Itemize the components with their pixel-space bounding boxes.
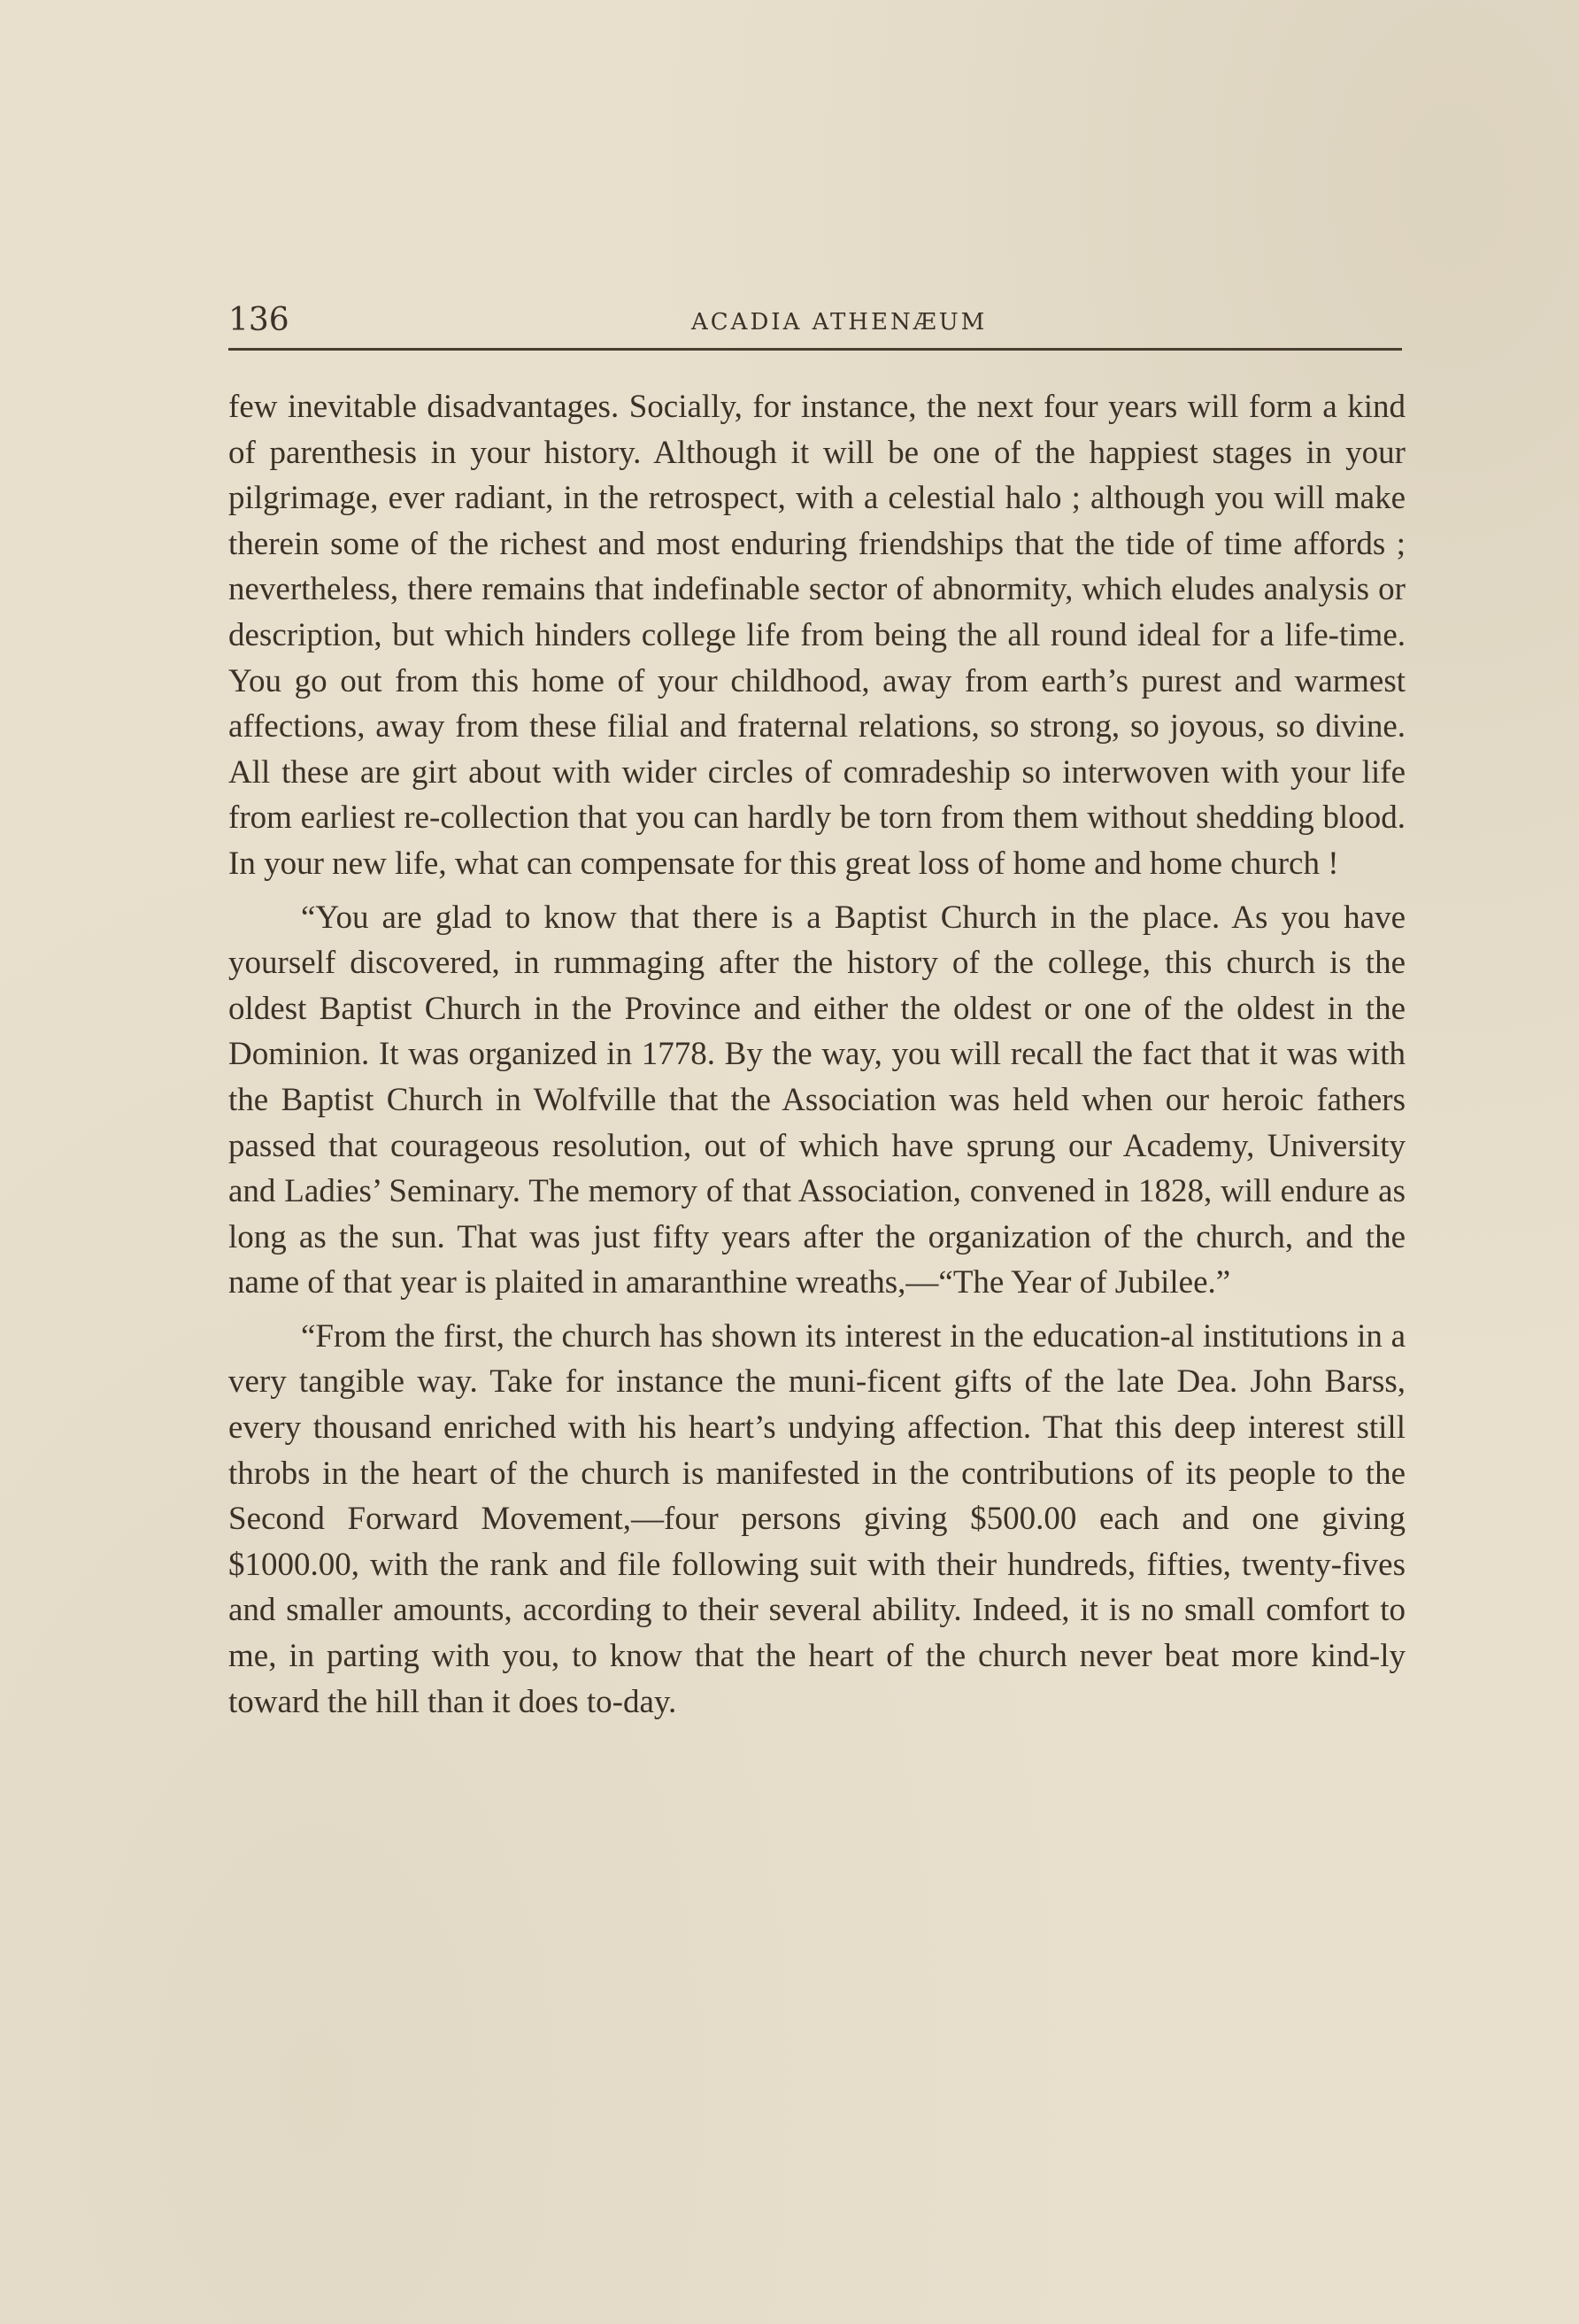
page-number: 136: [228, 302, 289, 338]
running-title: ACADIA ATHENÆUM: [691, 309, 988, 336]
header-rule: [228, 348, 1402, 351]
paragraph-3: “From the first, the church has shown its interest in the education-al institutions in a very tangible way. Take for instance the muni-ficent gifts of the late Dea. John Barss, every thousand enriched with his heart’s undying affection. That this deep interest still throbs in the heart of the church is manifested in the contributions of its people to the Second Forward Movement,—four persons giving $500.00 each and one giving $1000.00, with the rank and file following suit with their hundreds, fifties, twenty-fives and smaller amounts, according to their several ability. Indeed, it is no small comfort to me, in parting with you, to know that the heart of the church never beat more kind-ly toward the hill than it does to-day.: [228, 1317, 1406, 1720]
page-header: [228, 301, 1402, 349]
paragraph-2: “You are glad to know that there is a Baptist Church in the place. As you have yourself discovered, in rummaging after the history of the college, this church is the oldest Baptist Church in the Province and either the oldest or one of the oldest in the Dominion. It was organized in 1778. By the way, you will recall the fact that it was with the Baptist Church in Wolfville that the Association was held when our heroic fathers passed that courageous resolution, out of which have sprung our Academy, University and Ladies’ Seminary. The memory of that Association, convened in 1828, will endure as long as the sun. That was just fifty years after the organization of the church, and the name of that year is plaited in amaranthine wreaths,—“The Year of Jubilee.”: [228, 899, 1406, 1301]
paragraph-1: few inevitable disadvantages. Socially, for instance, the next four years will form a kind of parenthesis in your history. Although it will be one of the happiest stages in your pilgrimage, ever radiant, in the retrospect, with a celestial halo ; although you will make therein some of the richest and most enduring friendships that the tide of time affords ; nevertheless, there remains that indefinable sector of abnormity, which eludes analysis or description, but which hinders college life from being the all round ideal for a life-time. You go out from this home of your childhood, away from earth’s purest and warmest affections, away from these filial and fraternal relations, so strong, so joyous, so divine. All these are girt about with wider circles of comradeship so interwoven with your life from earliest re-collection that you can hardly be torn from them without shedding blood. In your new life, what can compensate for this great loss of home and home church !: [228, 389, 1406, 882]
body-text: [228, 384, 1406, 1733]
